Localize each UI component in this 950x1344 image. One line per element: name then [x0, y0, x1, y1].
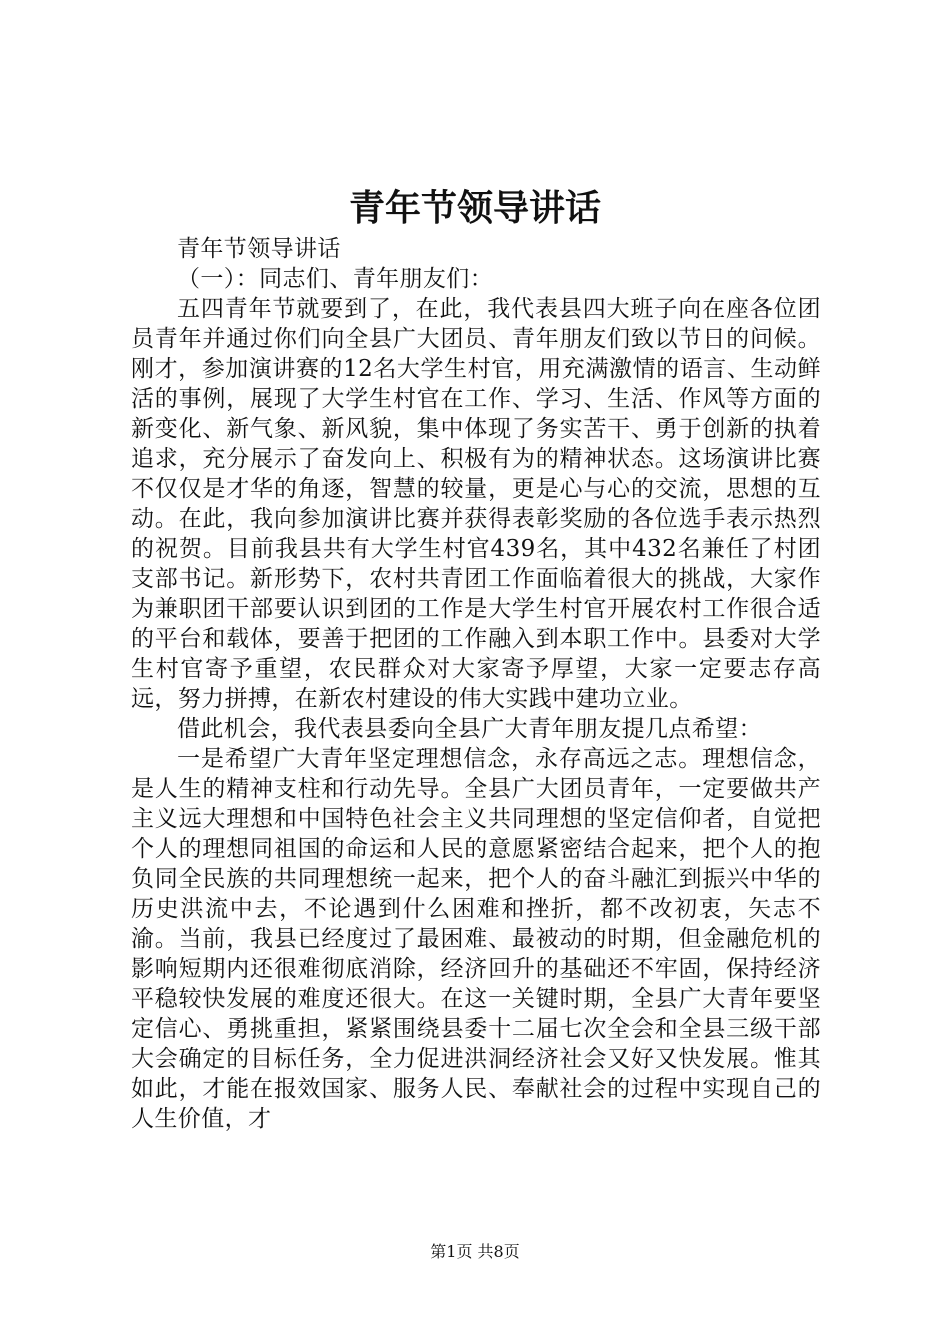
paragraph: 五四青年节就要到了，在此，我代表县四大班子向在座各位团员青年并通过你们向全县广大团员、青年朋友们致以节日的问候。刚才，参加演讲赛的12名大学生村官，用充满激情的语言、生动鲜活的事例，展现了大学生村官在工作、学习、生活、作风等方面的新变化、新气象、新风貌，集中体现了务实苦干、勇于创新的执着追求，充分展示了奋发向上、积极有为的精神状态。这场演讲比赛不仅仅是才华的角逐，智慧的较量，更是心与心的交流，思想的互动。在此，我向参加演讲比赛并获得表彰奖励的各位选手表示热烈的祝贺。目前我县共有大学生村官439名，其中432名兼任了村团支部书记。新形势下，农村共青团工作面临着很大的挑战，大家作为兼职团干部要认识到团的工作是大学生村官开展农村工作很合适的平台和载体，要善于把团的工作融入到本职工作中。县委对大学生村官寄予重望，农民群众对大家寄予厚望，大家一定要志存高远，努力拼搏，在新农村建设的伟大实践中建功立业。 — [131, 296, 821, 712]
paragraph: （一）：同志们、青年朋友们： — [177, 266, 494, 292]
page-footer: 第1页 共8页 — [430, 1242, 520, 1261]
page-title: 青年节领导讲话 — [348, 187, 601, 229]
paragraph: 借此机会，我代表县委向全县广大青年朋友提几点希望： — [177, 716, 762, 742]
paragraph: 一是希望广大青年坚定理想信念，永存高远之志。理想信念，是人生的精神支柱和行动先导。全县广大团员青年，一定要做共产主义远大理想和中国特色社会主义共同理想的坚定信仰者，自觉把个人的理想同祖国的命运和人民的意愿紧密结合起来，把个人的抱负同全民族的共同理想统一起来，把个人的奋斗融汇到振兴中华的历史洪流中去，不论遇到什么困难和挫折，都不改初衷，矢志不渝。当前，我县已经度过了最困难、最被动的时期，但金融危机的影响短期内还很难彻底消除，经济回升的基础还不牢固，保持经济平稳较快发展的难度还很大。在这一关键时期，全县广大青年要坚定信心、勇挑重担，紧紧围绕县委十二届七次全会和全县三级干部大会确定的目标任务，全力促进洪洞经济社会又好又快发展。惟其如此，才能在报效国家、服务人民、奉献社会的过程中实现自己的人生价值，才 — [131, 746, 821, 1132]
document-body — [131, 234, 821, 1134]
paragraph: 青年节领导讲话 — [177, 236, 341, 262]
